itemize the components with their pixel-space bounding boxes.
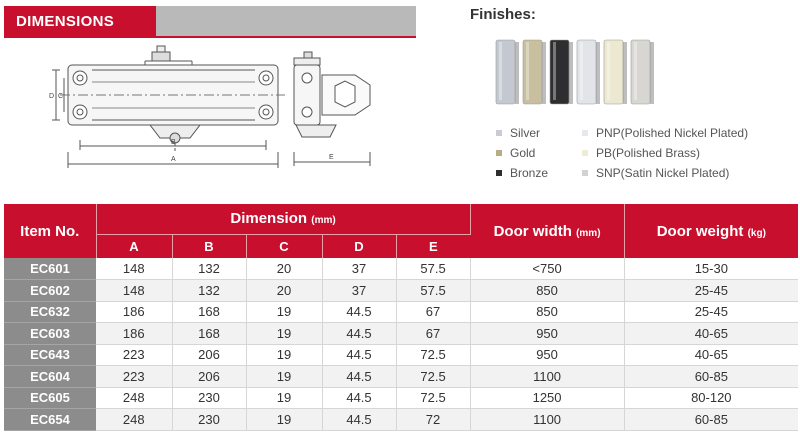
cell-a: 148: [96, 258, 172, 280]
cell-width: 850: [470, 301, 624, 323]
cell-a: 223: [96, 366, 172, 388]
door-weight-unit: (kg): [747, 227, 766, 239]
cell-d: 44.5: [322, 409, 396, 431]
cell-b: 132: [172, 280, 246, 302]
table-row: [4, 323, 798, 345]
cell-width: 950: [470, 323, 624, 345]
cell-b: 132: [172, 258, 246, 280]
bronze-swatch-icon: [496, 170, 502, 176]
cell-item: EC605: [4, 387, 96, 409]
cell-item: EC601: [4, 258, 96, 280]
door-width-label: Door width: [493, 222, 572, 240]
header-grey-block: [156, 6, 416, 36]
cell-weight: 40-65: [624, 323, 798, 345]
cell-item: EC632: [4, 301, 96, 323]
cell-b: 168: [172, 301, 246, 323]
col-e-header: E: [396, 234, 470, 258]
finish-label: PB(Polished Brass): [596, 146, 701, 160]
header-underline: [4, 36, 416, 38]
cell-width: <750: [470, 258, 624, 280]
cell-b: 230: [172, 387, 246, 409]
col-c-header: C: [246, 234, 322, 258]
finish-item-snp: [582, 166, 729, 180]
cell-item: EC604: [4, 366, 96, 388]
cell-e: 67: [396, 301, 470, 323]
cell-c: 19: [246, 366, 322, 388]
cell-e: 57.5: [396, 258, 470, 280]
spec-table-body: [4, 258, 798, 430]
label-a: A: [171, 156, 176, 163]
cell-weight: 80-120: [624, 387, 798, 409]
label-c: C: [58, 93, 64, 100]
cell-a: 248: [96, 387, 172, 409]
label-e: E: [329, 154, 334, 161]
pb-swatch-icon: [582, 150, 588, 156]
cell-weight: 25-45: [624, 301, 798, 323]
finish-swatches: [494, 36, 664, 108]
cell-width: 850: [470, 280, 624, 302]
cell-c: 19: [246, 344, 322, 366]
finish-swatch: [496, 40, 519, 104]
finish-swatch: [577, 40, 600, 104]
cell-e: 67: [396, 323, 470, 345]
cell-weight: 25-45: [624, 280, 798, 302]
cell-a: 248: [96, 409, 172, 431]
table-row: [4, 258, 798, 280]
door-weight-label: Door weight: [656, 222, 744, 240]
cell-item: EC654: [4, 409, 96, 431]
cell-d: 37: [322, 258, 396, 280]
dimensions-header: [4, 6, 416, 36]
cell-c: 20: [246, 280, 322, 302]
cell-width: 950: [470, 344, 624, 366]
cell-d: 37: [322, 280, 396, 302]
door-width-header: [470, 204, 624, 258]
cell-c: 19: [246, 301, 322, 323]
finish-item-gold: [496, 146, 535, 160]
cell-d: 44.5: [322, 387, 396, 409]
dimension-header: [96, 204, 470, 234]
dimension-unit: (mm): [311, 215, 336, 227]
cell-item: EC602: [4, 280, 96, 302]
cell-item: EC643: [4, 344, 96, 366]
cell-a: 148: [96, 280, 172, 302]
cell-weight: 60-85: [624, 409, 798, 431]
finish-swatch: [631, 40, 654, 104]
table-row: [4, 280, 798, 302]
cell-a: 186: [96, 323, 172, 345]
finish-swatch: [604, 40, 627, 104]
finish-label: Silver: [510, 126, 541, 140]
cell-e: 72: [396, 409, 470, 431]
finish-swatch: [550, 40, 573, 104]
cell-b: 230: [172, 409, 246, 431]
label-d: D: [49, 93, 55, 100]
cell-c: 19: [246, 409, 322, 431]
col-a-header: A: [96, 234, 172, 258]
item-no-header: Item No.: [4, 204, 96, 258]
cell-b: 206: [172, 366, 246, 388]
cell-weight: 40-65: [624, 344, 798, 366]
table-row: [4, 366, 798, 388]
cell-d: 44.5: [322, 344, 396, 366]
gold-swatch-icon: [496, 150, 502, 156]
snp-swatch-icon: [582, 170, 588, 176]
pnp-swatch-icon: [582, 130, 588, 136]
cell-b: 206: [172, 344, 246, 366]
cell-width: 1100: [470, 366, 624, 388]
dimensions-title: DIMENSIONS: [16, 13, 115, 30]
cell-width: 1250: [470, 387, 624, 409]
finish-label: Gold: [510, 146, 536, 160]
finish-label: Bronze: [510, 166, 549, 180]
cell-e: 72.5: [396, 366, 470, 388]
label-b: B: [171, 139, 176, 146]
cell-d: 44.5: [322, 323, 396, 345]
cell-e: 72.5: [396, 387, 470, 409]
finish-label: PNP(Polished Nickel Plated): [596, 126, 749, 140]
finishes-title: Finishes:: [470, 6, 536, 23]
door-width-unit: (mm): [576, 227, 601, 239]
col-b-header: B: [172, 234, 246, 258]
cell-width: 1100: [470, 409, 624, 431]
finish-item-bronze: [496, 166, 548, 180]
table-row: [4, 387, 798, 409]
cell-weight: 60-85: [624, 366, 798, 388]
table-row: [4, 409, 798, 431]
cell-c: 19: [246, 387, 322, 409]
dimension-header-label: Dimension: [230, 210, 308, 228]
finish-item-pb: [582, 146, 700, 160]
col-d-header: D: [322, 234, 396, 258]
door-closer-drawing: [0, 40, 420, 190]
cell-item: EC603: [4, 323, 96, 345]
cell-a: 186: [96, 301, 172, 323]
table-row: [4, 301, 798, 323]
cell-b: 168: [172, 323, 246, 345]
cell-a: 223: [96, 344, 172, 366]
cell-c: 20: [246, 258, 322, 280]
spec-table: [4, 204, 798, 431]
finish-item-pnp: [582, 126, 748, 140]
finish-swatch: [523, 40, 546, 104]
table-row: [4, 344, 798, 366]
cell-d: 44.5: [322, 301, 396, 323]
cell-e: 57.5: [396, 280, 470, 302]
cell-d: 44.5: [322, 366, 396, 388]
door-weight-header: [624, 204, 798, 258]
silver-swatch-icon: [496, 130, 502, 136]
finish-item-silver: [496, 126, 540, 140]
finish-label: SNP(Satin Nickel Plated): [596, 166, 730, 180]
cell-e: 72.5: [396, 344, 470, 366]
cell-weight: 15-30: [624, 258, 798, 280]
cell-c: 19: [246, 323, 322, 345]
